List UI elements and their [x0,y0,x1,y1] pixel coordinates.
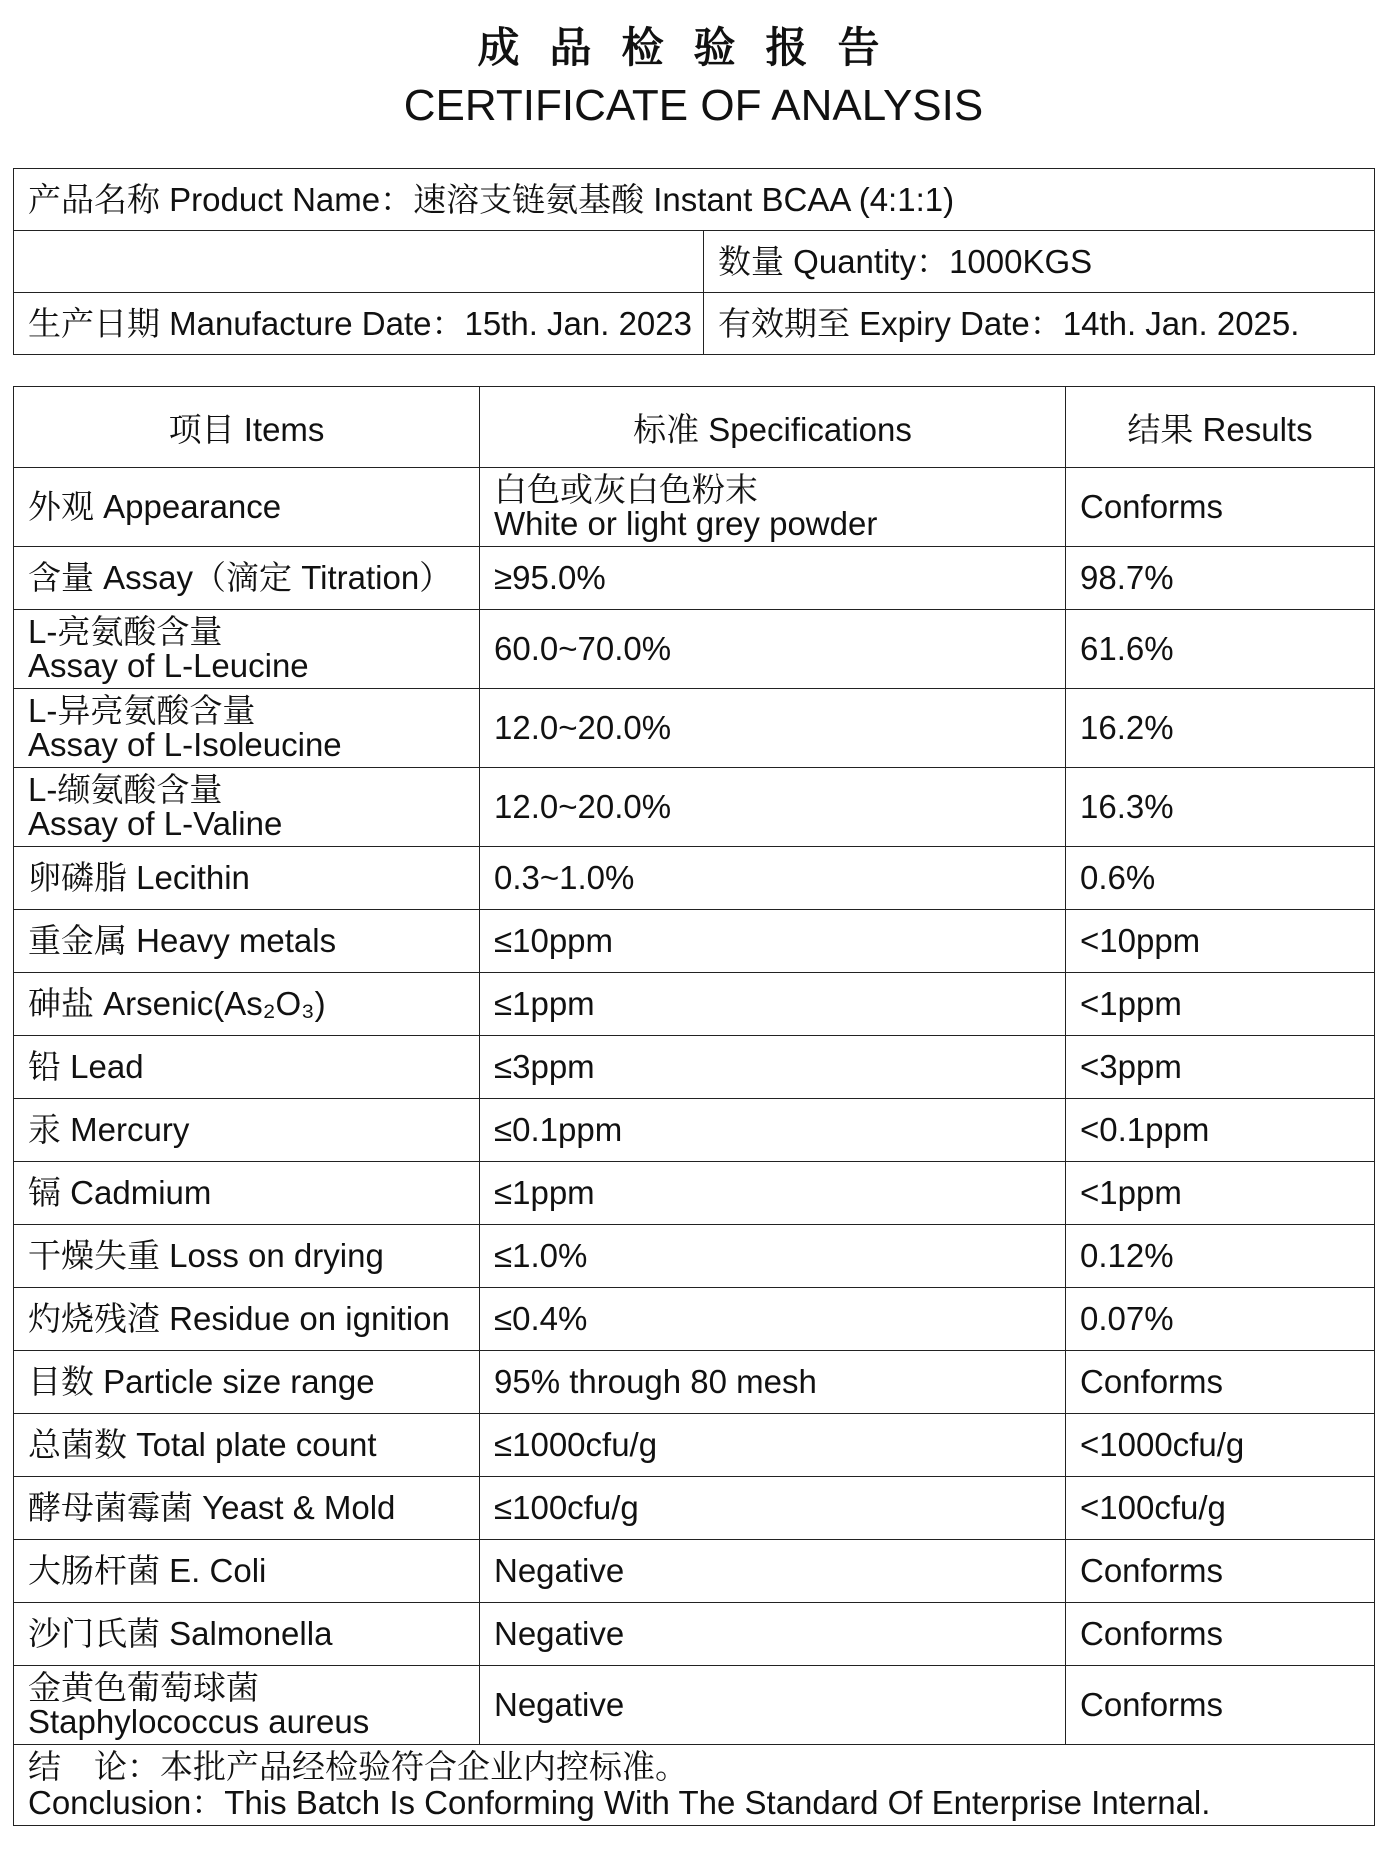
item-cell-text: 重金属 Heavy metals [28,922,337,959]
item-cell [14,910,480,973]
result-cell: Conforms [1066,1666,1375,1745]
table-row [14,1036,1375,1099]
table-row [14,1666,1375,1745]
analysis-table [13,386,1375,1826]
table-row [14,847,1375,910]
result-cell: Conforms [1066,1540,1375,1603]
result-cell: <10ppm [1066,910,1375,973]
spec-cell [480,1036,1066,1099]
result-cell: 0.6% [1066,847,1375,910]
item-cell [14,1288,480,1351]
report-title-chinese: 成品检验报告 [477,23,910,72]
result-cell: 61.6% [1066,610,1375,689]
spec-cell [480,1225,1066,1288]
spec-cell-text: 12.0~20.0% [494,788,672,825]
item-cell-text: 灼烧残渣 Residue on ignition [28,1300,450,1337]
result-cell: Conforms [1066,1603,1375,1666]
table-row [14,1351,1375,1414]
spec-cell [480,610,1066,689]
table-row [14,1540,1375,1603]
spec-cell-text: ≤1ppm [494,985,595,1022]
spec-cell-text: ≤1.0% [494,1237,588,1274]
result-cell: <1ppm [1066,1162,1375,1225]
result-cell: 16.2% [1066,689,1375,768]
item-cell [14,689,480,768]
table-row [14,1162,1375,1225]
item-cell-text: L-亮氨酸含量 [28,613,223,650]
spec-cell-text: ≤0.1ppm [494,1111,623,1148]
item-cell [14,1036,480,1099]
table-row [14,910,1375,973]
header-results: 结果 Results [1066,387,1375,468]
spec-cell-text: 60.0~70.0% [494,630,672,667]
item-cell-text: 镉 Cadmium [28,1174,212,1211]
conclusion-chinese: 结 论：本批产品经检验符合企业内控标准。 [28,1748,688,1785]
item-cell [14,1666,480,1745]
result-cell: 98.7% [1066,547,1375,610]
item-cell-text: L-异亮氨酸含量 [28,692,256,729]
spec-cell [480,910,1066,973]
spec-cell-text: Negative [494,1615,625,1652]
item-cell-text: 干燥失重 Loss on drying [28,1237,384,1274]
table-row [14,1225,1375,1288]
result-cell: <0.1ppm [1066,1099,1375,1162]
spec-cell-text: Negative [494,1686,625,1723]
spec-cell [480,547,1066,610]
item-cell [14,1477,480,1540]
item-cell-text: 卵磷脂 Lecithin [28,859,250,896]
spec-cell-text: ≤1ppm [494,1174,595,1211]
item-cell-text: L-缬氨酸含量 [28,771,223,808]
item-cell [14,547,480,610]
product-name: 产品名称 Product Name：速溶支链氨基酸 Instant BCAA (4:1:1) [14,169,1375,231]
spec-cell [480,1414,1066,1477]
spec-cell [480,1162,1066,1225]
item-cell [14,610,480,689]
item-cell-text: Staphylococcus aureus [28,1703,370,1740]
item-cell [14,973,480,1036]
item-cell-text: 砷盐 Arsenic(As₂O₃) [28,985,326,1022]
header-specifications: 标准 Specifications [480,387,1066,468]
expiry-date: 有效期至 Expiry Date：14th. Jan. 2025. [704,293,1375,355]
manufacture-date: 生产日期 Manufacture Date：15th. Jan. 2023 [14,293,704,355]
report-title-english: CERTIFICATE OF ANALYSIS [403,81,984,130]
spec-cell-text: 12.0~20.0% [494,709,672,746]
spec-cell-text: Negative [494,1552,625,1589]
result-cell: Conforms [1066,468,1375,547]
item-cell-text: 酵母菌霉菌 Yeast & Mold [28,1489,396,1526]
table-row [14,610,1375,689]
result-cell: <3ppm [1066,1036,1375,1099]
table-row [14,689,1375,768]
spec-cell-text: 白色或灰白色粉末 [494,471,758,508]
spec-cell-text: ≥95.0% [494,559,606,596]
item-cell-text: 含量 Assay（滴定 Titration） [28,559,453,596]
spec-cell-text: ≤1000cfu/g [494,1426,658,1463]
spec-cell [480,468,1066,547]
item-cell-text: Assay of L-Isoleucine [28,726,342,763]
spec-cell [480,689,1066,768]
spec-cell-text: 95% through 80 mesh [494,1363,817,1400]
table-row [14,973,1375,1036]
quantity: 数量 Quantity：1000KGS [704,231,1375,293]
item-cell [14,1162,480,1225]
table-row [14,1414,1375,1477]
spec-cell [480,1540,1066,1603]
spec-cell-text: ≤100cfu/g [494,1489,639,1526]
result-cell: <1000cfu/g [1066,1414,1375,1477]
table-row [14,1603,1375,1666]
spec-cell-text: ≤10ppm [494,922,614,959]
table-row [14,768,1375,847]
spec-cell [480,847,1066,910]
item-cell [14,847,480,910]
item-cell-text: 沙门氏菌 Salmonella [28,1615,333,1652]
spec-cell-text: 0.3~1.0% [494,859,635,896]
header-items: 项目 Items [14,387,480,468]
item-cell-text: 汞 Mercury [28,1111,190,1148]
spec-cell [480,1603,1066,1666]
item-cell-text: 总菌数 Total plate count [28,1426,377,1463]
spec-cell [480,1288,1066,1351]
table-row [14,1288,1375,1351]
spec-cell-text: ≤3ppm [494,1048,595,1085]
item-cell [14,468,480,547]
item-cell-text: Assay of L-Valine [28,805,283,842]
table-row [14,468,1375,547]
conclusion [14,1745,1375,1826]
result-cell: Conforms [1066,1351,1375,1414]
table-row [14,1477,1375,1540]
spec-cell [480,1477,1066,1540]
item-cell [14,1225,480,1288]
item-cell-text: Assay of L-Leucine [28,647,309,684]
spec-cell-text: White or light grey powder [494,505,878,542]
item-cell [14,1540,480,1603]
item-cell [14,1099,480,1162]
product-info-table [13,168,1375,355]
empty-cell [14,231,704,293]
result-cell: 16.3% [1066,768,1375,847]
item-cell-text: 目数 Particle size range [28,1363,375,1400]
item-cell-text: 金黄色葡萄球菌 [28,1669,259,1706]
spec-cell-text: ≤0.4% [494,1300,588,1337]
result-cell: 0.12% [1066,1225,1375,1288]
item-cell [14,1414,480,1477]
result-cell: <100cfu/g [1066,1477,1375,1540]
table-row [14,1099,1375,1162]
conclusion-english: Conclusion：This Batch Is Conforming With The Standard Of Enterprise Internal. [28,1784,1211,1821]
item-cell [14,1351,480,1414]
result-cell: <1ppm [1066,973,1375,1036]
item-cell-text: 铅 Lead [28,1048,144,1085]
spec-cell [480,973,1066,1036]
spec-cell [480,1666,1066,1745]
spec-cell [480,768,1066,847]
analysis-rows [14,468,1375,1745]
spec-cell [480,1351,1066,1414]
item-cell-text: 外观 Appearance [28,488,282,525]
item-cell [14,1603,480,1666]
result-cell: 0.07% [1066,1288,1375,1351]
spec-cell [480,1099,1066,1162]
item-cell [14,768,480,847]
item-cell-text: 大肠杆菌 E. Coli [28,1552,267,1589]
table-row [14,547,1375,610]
